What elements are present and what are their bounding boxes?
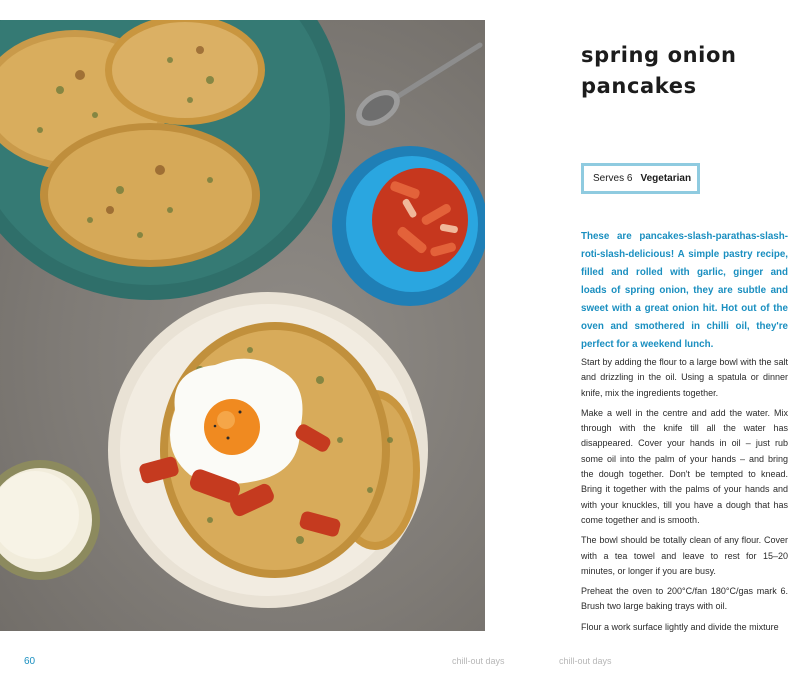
method-text xyxy=(581,355,788,640)
food-photo xyxy=(0,20,485,631)
recipe-intro: These are pancakes-slash-parathas-slash-roti-slash-delicious! A simple pastry recipe, filled and rolled with garlic, ginger and loads of spring onion, they are subtle and sweet with a great onion hit. Hot out of the oven and smothered in chilli oil, they're perfect for a weekend lunch. xyxy=(581,231,788,350)
page-number: 60 xyxy=(24,656,36,667)
diet-label: Vegetarian xyxy=(640,173,692,184)
serves-label: Serves 6 xyxy=(593,173,633,184)
title-line-2: pancakes xyxy=(581,74,697,98)
recipe-title xyxy=(581,40,781,102)
method-paragraph: Start by adding the flour to a large bowl with the salt and drizzling in the oil. Using a spatula or dinner knife, mix the ingredients together. xyxy=(581,357,788,398)
running-head-left: chill-out days xyxy=(452,656,505,666)
serves-box xyxy=(581,163,700,194)
method-paragraph: The bowl should be totally clean of any flour. Cover with a tea towel and leave to rest for 15–20 minutes, or longer if you are busy. xyxy=(581,535,788,576)
running-head-right: chill-out days xyxy=(559,656,612,666)
method-paragraph: Flour a work surface lightly and divide the mixture xyxy=(581,621,779,632)
method-paragraph: Preheat the oven to 200°C/fan 180°C/gas mark 6. Brush two large baking trays with oil. xyxy=(581,586,788,612)
method-paragraph: Make a well in the centre and add the water. Mix through with the knife till all the water has disappeared. Cover your hands in oil – just rub some oil into the palm of your hands – and bring the dough together. Don't be tempted to knead. Bring it together with the palms of your hands and with your knuckles, till you have a dough that has come together and is smooth. xyxy=(581,407,788,525)
title-line-1: spring onion xyxy=(581,43,737,67)
